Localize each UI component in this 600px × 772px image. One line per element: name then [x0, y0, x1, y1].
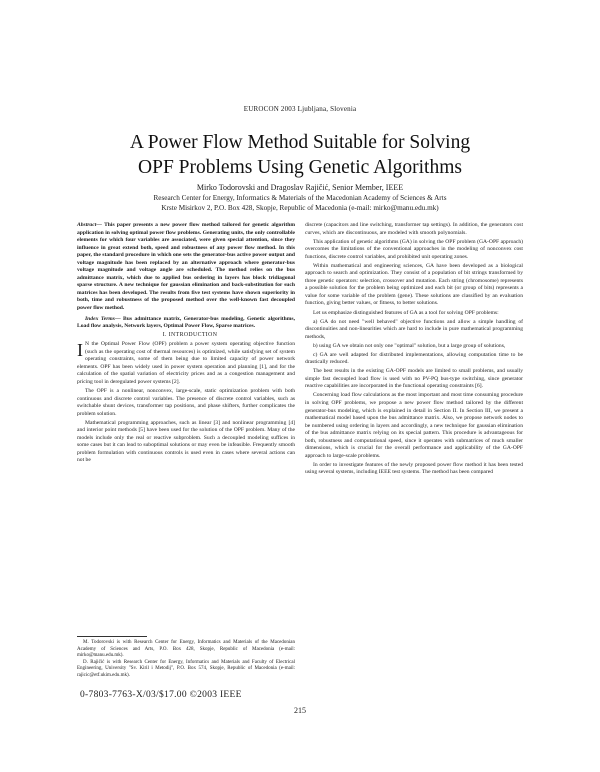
- conference-header: EUROCON 2003 Ljubljana, Slovenia: [243, 105, 357, 113]
- abstract-text: — This paper presents a new power flow method tailored for genetic algorithm application in solving optimal power flow problems. Generating units, the only controllable elements for which four variables are associated, were given special attention, since they influence in great extend both, speed and robustness of any power flow method. In this paper, the standard procedure in which one sets the generator-bus active power output and voltage magnitude has been replaced by an alternative approach where generator-bus voltage magnitude and voltage angle are scheduled. The method relies on the bus admittance matrix, which due to applied bus ordering in layers has block tridiagonal sparse structure. A new technique for gaussian elimination and back-substitution for such matrices has been developed. The results from five test systems have shown superiority in both, time and robustness of the proposed method over the well-known fast decoupled power flow method.: [77, 222, 295, 312]
- footnote-1: M. Todorovski is with Research Center for Energy, Informatics and Materials of the Macedonian Academy of Sciences and Arts, P.O. Box 428, Skopje, Republic of Macedonia (e-mail: mirko@manu.edu.mk).: [77, 640, 295, 659]
- author-line: Mirko Todorovski and Dragoslav Rajičić, Senior Member, IEEE: [196, 183, 404, 192]
- affiliation-line-2: Krste Misirkov 2, P.O. Box 428, Skopje, Republic of Macedonia (e-mail: mirko@manu.edu.mk): [161, 203, 439, 212]
- right-paragraph-4: Let us emphasize distinguished features of GA as a tool for solving OPF problems:: [313, 309, 499, 316]
- right-paragraph-3: Within mathematical and engineering sciences, GA have been developed as a biological approach to search and optimization. They consist of a population of bit strings transformed by three genetic operators: selection, crossover and mutation. Each string (chromosome) represents a possible solution for the problem being optimized and each bit (or group of bits) represents a value for some variable of the problem (gene). These solutions are classified by an evaluation function, giving better values, or fitness, to better solutions.: [305, 262, 523, 307]
- footnotes: [77, 640, 295, 680]
- footnote-divider: [77, 636, 147, 637]
- isbn-copyright: 0-7803-7763-X/03/$17.00 ©2003 IEEE: [80, 690, 242, 700]
- affiliation-line-1: Research Center for Energy, Informatics & Materials of the Macedonian Academy of Sciences & Arts: [153, 194, 447, 202]
- section-heading-introduction: I. INTRODUCTION: [162, 332, 218, 339]
- index-terms: [77, 316, 295, 331]
- abstract: [77, 222, 295, 313]
- right-column: [305, 222, 523, 479]
- feature-item-a: a) GA do not need "well behaved" objective functions and allow a simple handling of discontinuities and non-linearities which are hard to include in pure mathematical programming methods,: [305, 318, 523, 340]
- right-paragraph-7: In order to investigate features of the newly proposed power flow method it has been tested using several systems, including IEEE test systems. The method has been compared: [305, 461, 523, 476]
- title-line-2: OPF Problems Using Genetic Algorithms: [138, 157, 462, 178]
- intro-paragraph-1: [77, 341, 295, 386]
- title-line-1: A Power Flow Method Suitable for Solving: [129, 132, 471, 153]
- left-column: [77, 222, 295, 466]
- paper-title: [0, 130, 600, 180]
- right-paragraph-6: Concerning load flow calculations as the most important and most time consuming procedure in solving OPF problems, we propose a new power flow method tailored by the different generator-bus modeling, which is explained in detail in Section II. In Section III, we present a mathematical model based upon the bus admittance matrix. Also, we propose network nodes to be numbered using ordering in layers and accordingly, a new technique for gaussian elimination of the bus admittance matrix relying on its special pattern. This procedure is advantageous for both, robustness and computational speed, since it operates with submatrices of much smaller dimensions, which is crucial for the overall performance and applicability of the GA-OPF approach to large-scale problems.: [305, 392, 523, 459]
- right-paragraph-2: This application of genetic algorithms (GA) in solving the OPF problem (GA-OPF approach) overcomes the limitations of the conventional approaches in the modeling of nonconvex cost functions, discrete control variables, and prohibited unit operating zones.: [305, 238, 523, 260]
- right-paragraph-1: discrete (capacitors and line switching, transformer tap settings). In addition, the generators cost curves, which are discontinuous, are modeled with smooth polynomials.: [305, 222, 523, 236]
- index-terms-label: Index Terms: [85, 315, 115, 322]
- right-paragraph-5: The best results in the existing GA-OPF models are limited to small problems, and usually simple fast decoupled load flow is used with no PV-PQ bus-type switching, since generator reactive capabilities are incorporated in the functional operating constraints [6].: [305, 368, 523, 390]
- intro-paragraph-3: Mathematical programming approaches, such as linear [3] and nonlinear programming [4] and interior point methods [5] have been used for the solution of the OPF problem. Many of the models include only the real or reactive subproblem. Such a decoupled modeling suffices in some cases but it can lead to suboptimal solutions or may even be infeasible. Frequently smooth problem formulation with continuous controls is used even in cases where several actions can not be: [77, 419, 295, 464]
- intro-paragraph-2: The OPF is a nonlinear, nonconvex, large-scale, static optimization problem with both continuous and discrete control variables. The presence of discrete control variables, such as switchable shunt devices, transformer tap positions, and phase shifters, further complicates the problem solution.: [77, 387, 295, 417]
- index-terms-text: — Bus admittance matrix, Generator-bus modeling, Genetic algorithms, Load flow analysis, Network layers, Optimal Power Flow, Sparse matrices.: [77, 315, 296, 330]
- abstract-label: Abstract: [77, 222, 97, 228]
- feature-item-c: c) GA are well adapted for distributed implementations, allowing computation time to be drastically reduced.: [305, 351, 523, 366]
- page-number: 215: [294, 706, 306, 715]
- feature-item-b: b) using GA we obtain not only one "optimal" solution, but a large group of solutions,: [313, 342, 506, 349]
- intro-paragraph-1-text: N the Optimal Power Flow (OPF) problem a power system operating objective function (such as the operating cost of thermal resources) is optimized, while satisfying set of system operating constraints, some of them being due to limited capacity of power network elements. OPF has been widely used in power system operation and planning [1], and for the calculation of the spatial variation of electricity prices and as a congestion management and pricing tool in deregulated power systems [2].: [77, 341, 295, 385]
- affiliation: [60, 194, 540, 213]
- dropcap-letter: I: [77, 340, 83, 361]
- footnote-2: D. Rajičić is with Research Center for Energy, Informatics and Materials and Faculty of Electrical Engineering, University "Sv. Kiril i Metodij", P.O. Box 574, Skopje, Republic of Macedonia (e-mail: rajicic@etf.ukim.edu.mk).: [77, 659, 295, 678]
